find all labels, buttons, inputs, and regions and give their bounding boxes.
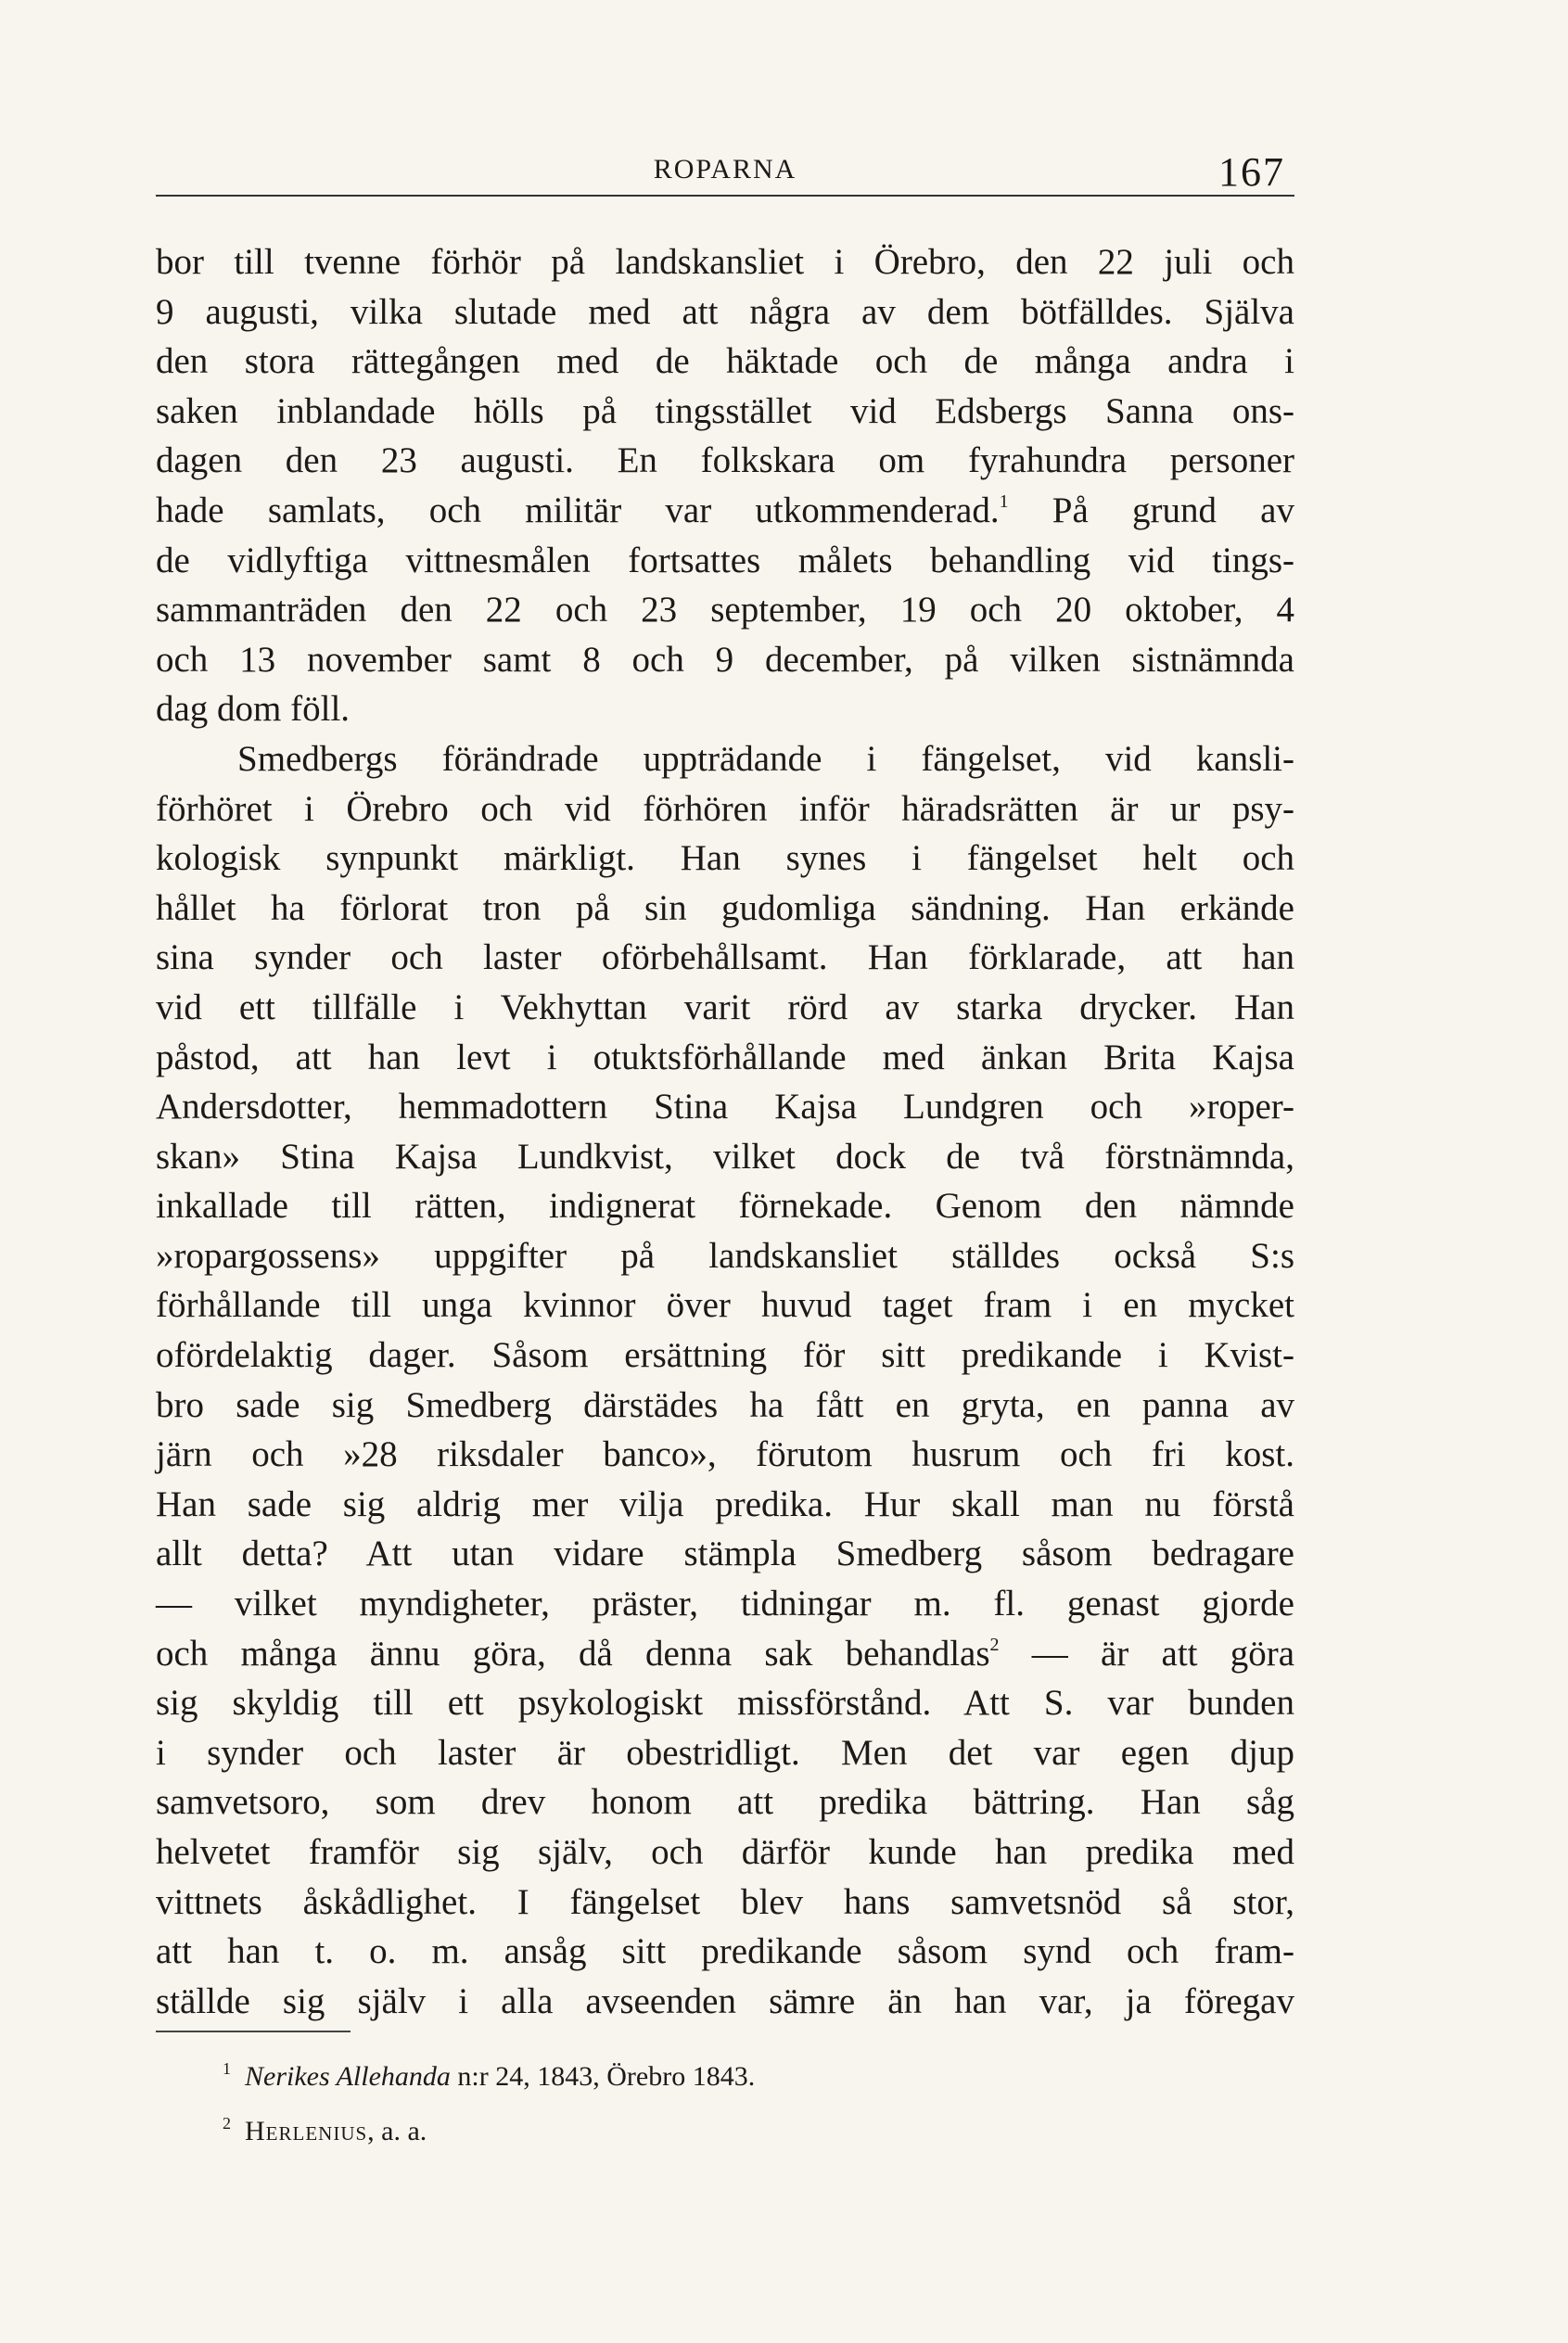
text-line: Andersdotter, hemmadottern Stina Kajsa Lundgren och »roper- [156,1087,1294,1127]
text-line: och 13 november samt 8 och 9 december, på vilken sistnämnda [156,639,1294,680]
text-line: förhållande till unga kvinnor över huvud taget fram i en mycket [156,1285,1294,1326]
text-line: ofördelaktig dager. Såsom ersättning för sitt predikande i Kvist- [156,1335,1294,1376]
text-line: allt detta? Att utan vidare stämpla Smedberg såsom bedragare [156,1534,1294,1574]
footnote-ref-1: 1 [999,490,1009,512]
footnote-mark: 2 [223,2114,231,2133]
text-line: samvetsoro, som drev honom att predika bättring. Han såg [156,1782,1294,1823]
text-line: — vilket myndigheter, präster, tidningar m. fl. genast gjorde [156,1584,1294,1624]
header-rule [156,195,1294,197]
text-line: Han sade sig aldrig mer vilja predika. Hur skall man nu förstå [156,1483,1294,1524]
footnote-rule [156,2031,351,2032]
text-line: i synder och laster är obestridligt. Men det var egen djup [156,1732,1294,1773]
text-line: sina synder och laster oförbehållsamt. Han förklarade, att han [156,937,1294,978]
text-line: bor till tvenne förhör på landskansliet i Örebro, den 22 juli och [156,242,1294,282]
text-segment: och många ännu göra, då denna sak behandlas [156,1633,990,1674]
text-line [156,1629,1294,1679]
text-segment: På grund av [1008,490,1294,530]
footnote-source: Nerikes Allehanda [245,2061,451,2092]
text-line: att han t. o. m. ansåg sitt predikande såsom synd och fram- [156,1931,1294,1972]
text-line: förhöret i Örebro och vid förhören inför häradsrätten är ur psy- [156,788,1294,829]
text-line: 9 augusti, vilka slutade med att några av dem bötfälldes. Själva [156,291,1294,332]
text-line: helvetet framför sig själv, och därför kunde han predika med [156,1832,1294,1872]
text-line: ställde sig själv i alla avseenden sämre än han var, ja föregav [156,1980,1294,2021]
text-line: dag dom föll. [156,689,351,730]
text-line [156,486,1294,536]
text-line: Smedbergs förändrade uppträdande i fängelset, vid kansli- [237,738,1294,779]
footnote-source: Herlenius [245,2116,368,2146]
text-line: järn och »28 riksdaler banco», förutom husrum och fri kost. [156,1434,1294,1475]
text-line: dagen den 23 augusti. En folkskara om fyrahundra personer [156,440,1294,481]
running-head [156,148,1294,195]
text-line: påstod, att han levt i otuktsförhållande med änkan Brita Kajsa [156,1037,1294,1077]
footnotes [223,2045,1243,2155]
text-line: sig skyldig till ett psykologiskt missförstånd. Att S. var bunden [156,1683,1294,1724]
text-line: bro sade sig Smedberg därstädes ha fått en gryta, en panna av [156,1384,1294,1425]
text-line: sammanträden den 22 och 23 september, 19 och 20 oktober, 4 [156,590,1294,630]
text-segment: — är att göra [999,1633,1295,1674]
text-segment: hade samlats, och militär var utkommenderad. [156,490,1000,530]
text-line: »ropargossens» uppgifter på landskansliet ställdes också S:s [156,1235,1294,1276]
text-line: hållet ha förlorat tron på sin gudomliga sändning. Han erkände [156,887,1294,928]
text-line: den stora rättegången med de häktade och de många andra i [156,341,1294,382]
footnote-ref-2: 2 [989,1634,1000,1655]
footnote-2 [223,2100,1243,2155]
text-line: saken inblandade hölls på tingsstället vid Edsbergs Sanna ons- [156,390,1294,431]
text-line: inkallade till rätten, indignerat förnekade. Genom den nämnde [156,1186,1294,1227]
footnote-text: n:r 24, 1843, Örebro 1843. [450,2061,756,2092]
footnote-mark: 1 [223,2059,231,2078]
text-line: de vidlyftiga vittnesmålen fortsattes målets behandling vid tings- [156,540,1294,580]
footnote-text: , a. a. [367,2116,427,2146]
text-line: vid ett tillfälle i Vekhyttan varit rörd av starka drycker. Han [156,987,1294,1027]
page-number: 167 [1218,149,1285,195]
text-line: kologisk synpunkt märkligt. Han synes i fängelset helt och [156,838,1294,879]
text-line: vittnets åskådlighet. I fängelset blev hans samvetsnöd så stor, [156,1881,1294,1922]
running-title: ROPARNA [653,154,797,185]
body-text [156,237,1294,2026]
footnote-1 [223,2045,1243,2100]
text-line: skan» Stina Kajsa Lundkvist, vilket dock de två förstnämnda, [156,1136,1294,1177]
